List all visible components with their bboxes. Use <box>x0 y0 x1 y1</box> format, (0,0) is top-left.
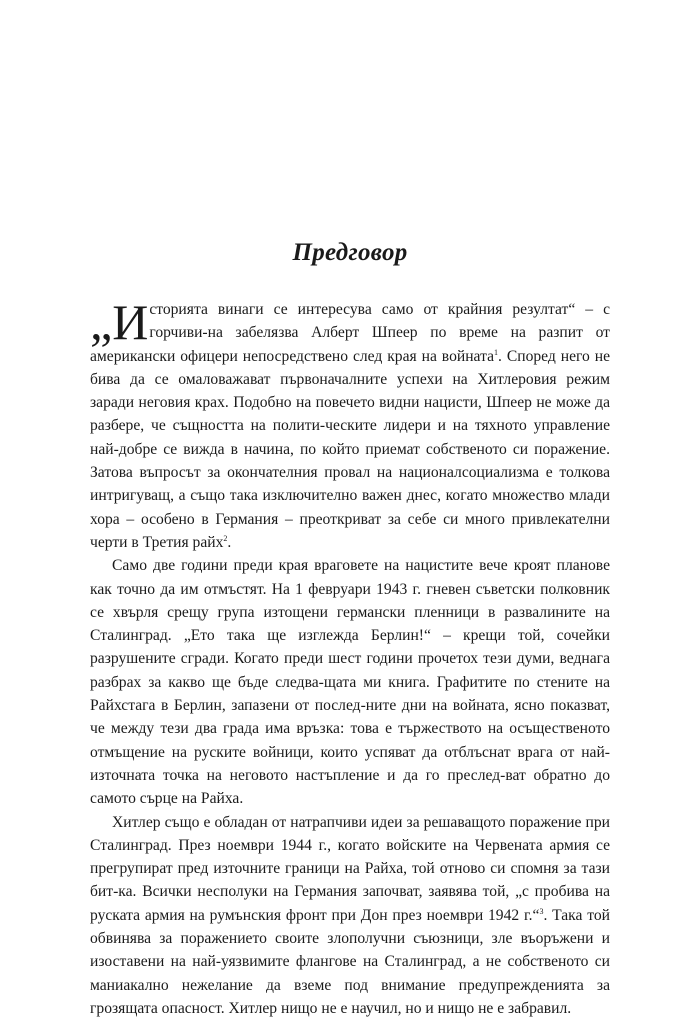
paragraph-2: Само две години преди края враговете на нацистите вече кроят планове как точно да им отмъстят. На 1 февруари 1943 г. гневен съветски полковник се хвърля срещу група изтощени германски пленници в развалините на Сталинград. „Ето така ще изглежда Берлин!“ – крещи той, сочейки разрушените сгради. Когато преди шест години прочетох тези думи, веднага разбрах за какво ще бъде следва-щата ми книга. Графитите по стените на Райхстага в Берлин, запазени от послед-ните дни на войната, ясно показват, че между тези два града има връзка: това е тържеството на осъщественото отмъщение на руските войници, които успяват да отблъснат врага от най-източната точка на неговото настъпление и да го преслед-ват обратно до самото сърце на Райха. <box>90 557 610 808</box>
paragraph-3 <box>90 811 610 1020</box>
footnote-ref-3[interactable]: 3 <box>539 906 544 916</box>
paragraph-1-text-c: . <box>227 533 232 551</box>
footnote-ref-1[interactable]: 1 <box>494 347 498 357</box>
drop-cap: „И <box>90 294 149 350</box>
body-text <box>90 294 610 1020</box>
footnote-ref-2[interactable]: 2 <box>223 533 228 543</box>
paragraph-1 <box>90 294 610 554</box>
paragraph-1-text-b: . Според него не бива да се омаловажават първоначалните успехи на Хитлеровия режим заради неговия крах. Подобно на повечето видни нацисти, Шпеер не може да разбере, че същността на полити-ческите лидери и на тяхното управление най-добре се вижда в начина, по който приемат собственото си поражение. Затова въпросът за окончателния провал на националсоциализма е толкова интригуващ, а също така изключително важен днес, когато множество млади хора – особено в Германия – преоткриват за себе си много привлекателни черти в Третия райх <box>90 347 610 551</box>
chapter-title: Предговор <box>292 238 408 266</box>
paragraph-1-text-a: сторията винаги се интересува само от крайния резултат“ – с горчиви-на забелязва Алберт Шпеер по време на разпит от американски офицери непосредствено след края на войната <box>90 301 610 365</box>
paragraph-3-text-b: . Така той обвинява за поражението своите злополучни съюзници, зле въоръжени и изоставени на най-уязвимите флангове на Сталинград, а не собственото си маниакално нежелание да вземе под внимание предупрежденията за грозящата опасност. Хитлер нищо не е научил, но и нищо не е забравил. <box>90 906 610 1017</box>
paragraph-3-text-a: Хитлер също е обладан от натрапчиви идеи за решаващото поражение при Сталинград. През ноември 1944 г., когато войските на Червената армия се прегрупират пред източните граници на Райха, той отново си спомня за тази бит-ка. Всички несполуки на Германия започват, заявява той, „с пробива на руската армия на румънския фронт при Дон през ноември 1942 г.“ <box>90 813 610 924</box>
